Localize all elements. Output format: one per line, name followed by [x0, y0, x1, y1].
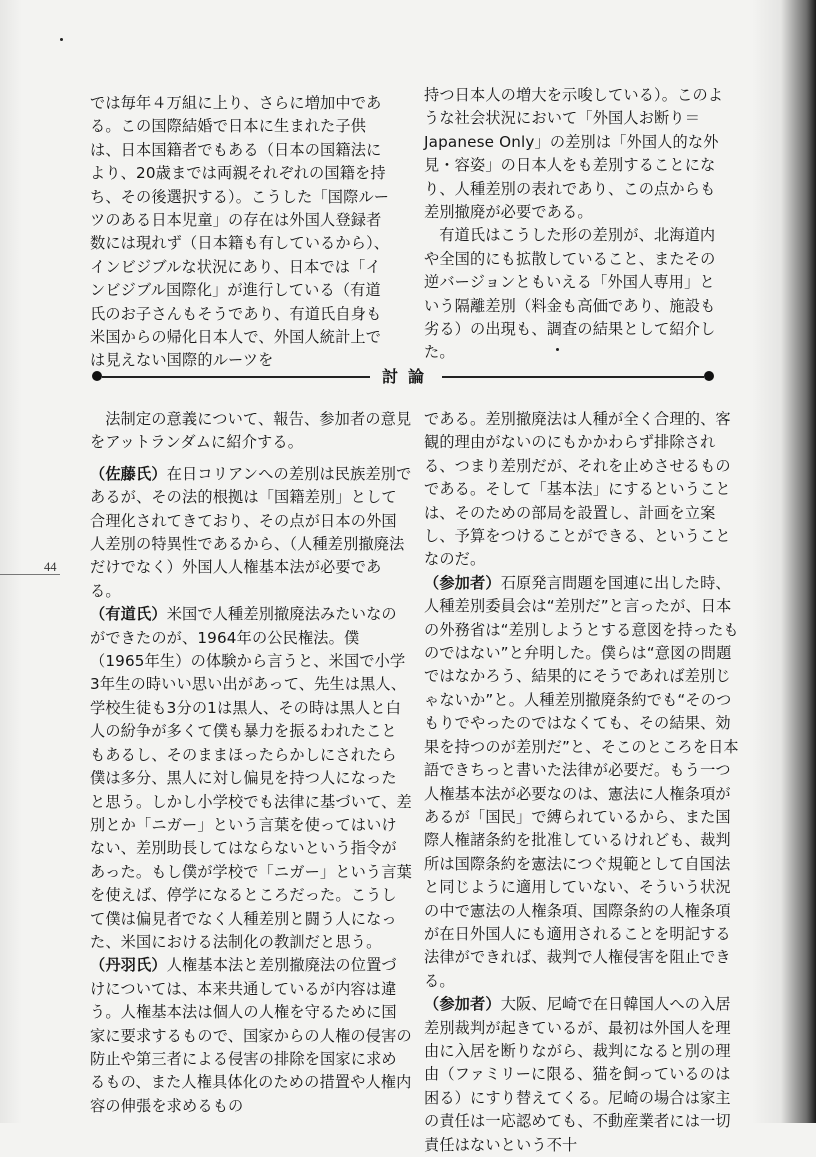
speaker-paragraph — [90, 954, 412, 1118]
top-right-column — [424, 84, 724, 365]
speaker-paragraph — [424, 993, 744, 1157]
paragraph: 有道氏はこうした形の差別が、北海道内や全国的にも拡散していること、またその逆バージョンともいえる「外国人専用」という隔離差別（料金も高価であり、施設も劣る）の出現も、調査の結果として紹介した。 — [424, 226, 716, 362]
scan-speck — [556, 348, 559, 351]
page-number: 44 — [44, 560, 57, 574]
intro-paragraph — [90, 408, 412, 455]
continued-paragraph — [424, 408, 744, 572]
divider-dot-left — [92, 371, 102, 381]
paragraph-text: 在日コリアンへの差別は民族差別であるが、その法的根拠は「国籍差別」として合理化されてきており、その点が日本の外国人差別の特異性であるから、（人種差別撤廃法だけでなく）外国人人権基本法が必要である。 — [90, 464, 412, 600]
paragraph: では毎年４万組に上り、さらに増加中である。この国際結婚で日本に生まれた子供は、日本国籍者でもある（日本の国籍法により、20歳までは両親それぞれの国籍を持ち、その後選択する）。こうした「国際ルーツのある日本児童」の存在は外国人登録者数には現れず（日本籍も有しているから）、インビジブルな状況にあり、日本では「インビジブル国際化」が進行している（有道氏のお子さんもそうであり、有道氏自身も米国からの帰化日本人で、外国人統計上では見えない国際的ルーツを — [90, 94, 390, 370]
speaker-paragraph — [424, 572, 744, 993]
discussion-right-column — [424, 408, 744, 1157]
speaker-label: （参加者） — [424, 573, 501, 592]
divider-line-right — [442, 376, 704, 378]
paragraph-text: である。差別撤廃法は人種が全く合理的、客観的理由がないのにもかかわらず排除される、つまり差別だが、それを止めさせるものである。そして「基本法」にするということは、そのための部局を設置し、計画を立案し、予算をつけることができる、ということなのだ。 — [424, 410, 731, 569]
divider-line-left — [102, 376, 370, 378]
page-number-rule — [0, 574, 60, 575]
section-title: 討論 — [382, 367, 435, 386]
speaker-label: （参加者） — [424, 995, 501, 1014]
scan-speck — [60, 38, 63, 41]
paragraph-text: 米国で人種差別撤廃法みたいなのができたのが、1964年の公民権法。僕（1965年生）の体験から言うと、米国で小学3年生の時いい思い出があって、先生は黒人、学校生徒も3分の1は黒人、その時は黒人と白人の紛争が多くて僕も暴力を振るわれたこともあるし、そのままほったらかしにされたら僕は多分、黒人に対し偏見を持つ人になったと思う。しかし小学校でも法律に基づいて、差別とか「ニガー」という言葉を使ってはいけない、差別助長してはならないという指令があった。もし僕が学校で「ニガー」という言葉を使えば、停学になるところだった。こうして僕は偏見者でなく人種差別と闘う人になった、米国における法制化の教訓だと思う。 — [90, 605, 412, 951]
speaker-paragraph — [90, 463, 412, 603]
paragraph: 持つ日本人の増大を示唆している）。このような社会状況において「外国人お断り＝Japanese Only」の差別は「外国人的な外見・容姿」の日本人をも差別することになり、人種差別の表れであり、この点からも差別撤廃が必要である。 — [424, 86, 724, 222]
paragraph-text: 大阪、尼崎で在日韓国人への入居差別裁判が起きているが、最初は外国人を理由に入居を断りながら、裁判になると別の理由（ファミリーに限る、猫を飼っているのは困る）にすり替えてくる。尼崎の場合は家主の責任は一応認めても、不動産業者には一切責任はないという不十 — [424, 995, 731, 1154]
page-shadow-left — [0, 0, 22, 1123]
section-divider — [92, 367, 716, 385]
speaker-label: （有道氏） — [90, 605, 167, 624]
paragraph-text: 法制定の意義について、報告、参加者の意見をアットランダムに紹介する。 — [90, 410, 412, 452]
paragraph-text: 人権基本法と差別撤廃法の位置づけについては、本来共通しているが内容は違う。人権基本法は個人の人権を守るために国家に要求するもので、国家からの人権の侵害の防止や第三者による侵害の排除を国家に求めるもの、また人権具体化のための措置や人権内容の伸張を求めるもの — [90, 956, 412, 1115]
divider-dot-right — [704, 371, 714, 381]
top-left-column — [90, 92, 390, 373]
page-binding-shadow — [752, 0, 816, 1123]
paragraph-text: 石原発言問題を国連に出した時、人種差別委員会は“差別だ”と言ったが、日本の外務省は“差別しようとする意図を持ったものではない”と弁明した。僕らは“意図の問題ではなかろう、結果的にそうであれば差別じゃないか”と。人種差別撤廃条約でも“そのつもりでやったのではなくても、その結果、効果を持つのが差別だ”と、そこのところを日本語できちっと書いた法律が必要だ。もう一つ人権基本法が必要なのは、憲法に人権条項があるが「国民」で縛られているから、また国際人権諸条約を批准しているけれども、裁判所は国際条約を憲法につぐ規範として自国法と同じように適用していない、そういう状況の中で憲法の人権条項、国際条約の人権条項が在日外国人にも適用されることを明記する法律ができれば、裁判で人権侵害を阻止できる。 — [424, 573, 739, 990]
discussion-left-column — [90, 408, 412, 1118]
speaker-label: （丹羽氏） — [90, 956, 167, 975]
speaker-paragraph — [90, 603, 412, 954]
speaker-label: （佐藤氏） — [90, 464, 167, 483]
